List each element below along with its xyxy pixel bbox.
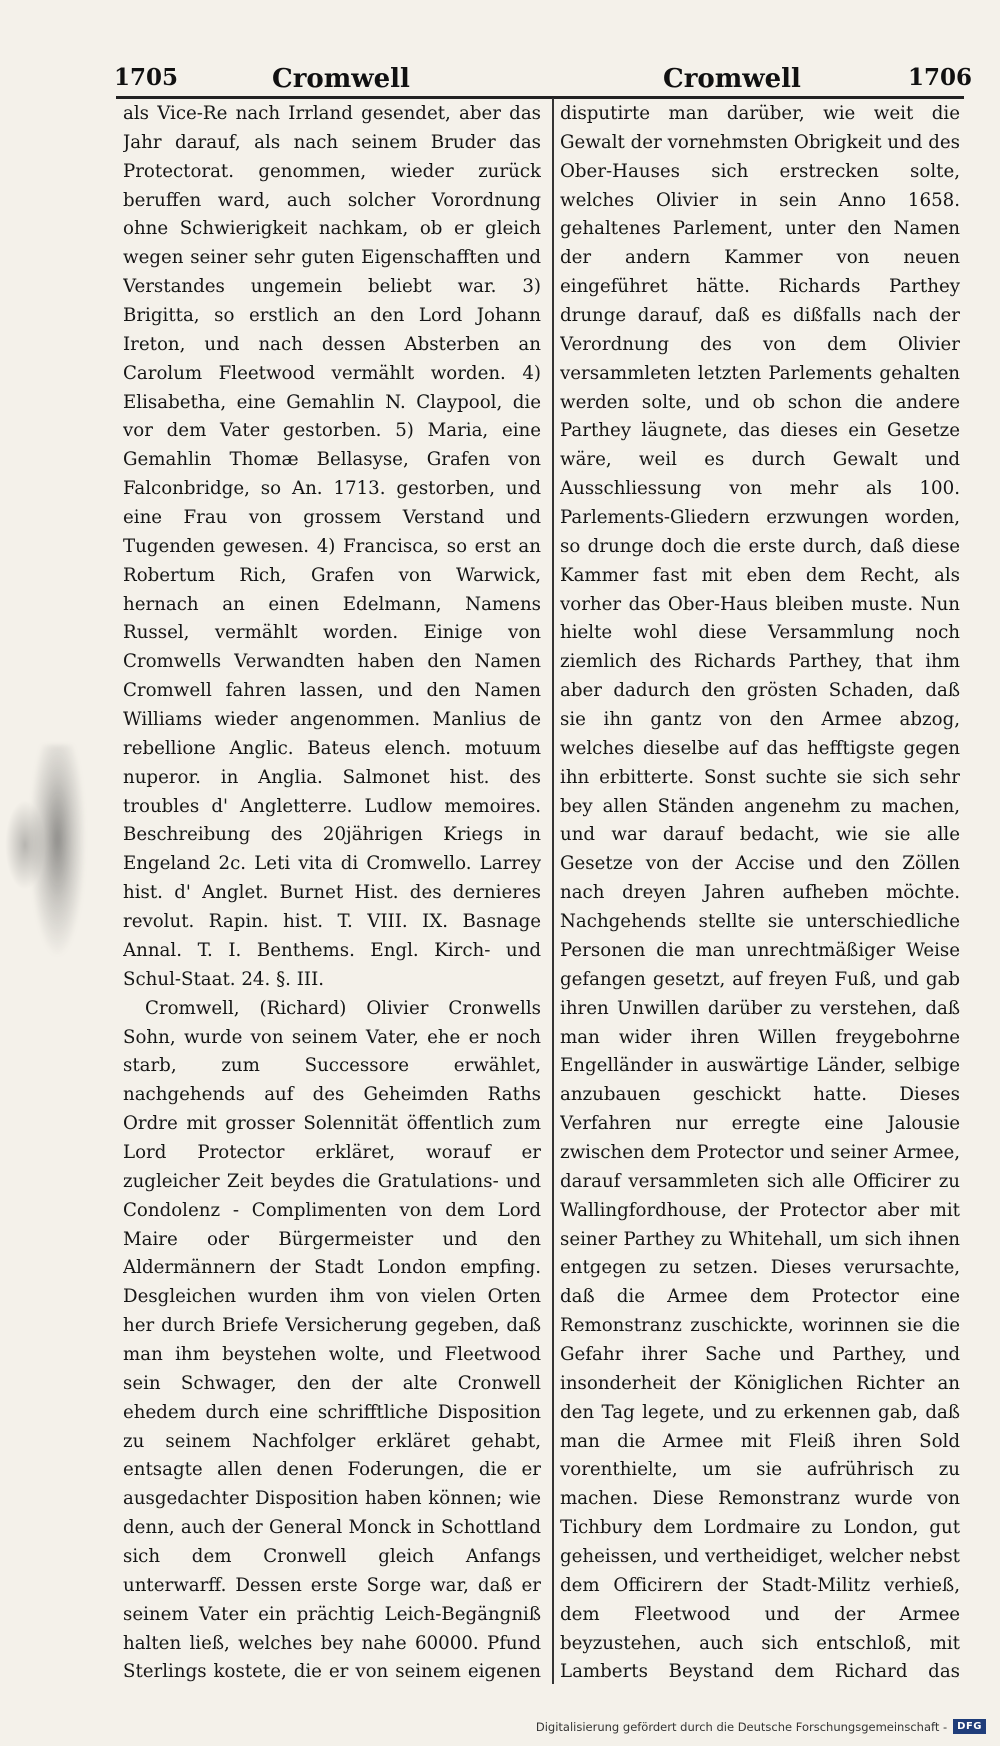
dfg-logo: DFG xyxy=(953,1719,986,1734)
right-column xyxy=(560,100,960,1690)
right-page-number: 1706 xyxy=(908,64,973,91)
footer-credit: Digitalisierung gefördert durch die Deutsche Forschungsgemeinschaft - xyxy=(535,1719,948,1734)
right-catchword: Cromwell xyxy=(663,64,801,94)
header-rule xyxy=(116,96,964,99)
column-divider xyxy=(552,98,554,1684)
left-paragraph-1: als Vice-Re nach Irrland gesendet, aber das Jahr darauf, als nach seinem Bruder das Protectorat. genommen, wieder zurück beruffen ward, auch solcher Vorordnung ohne Schwierigkeit nachkam, ob er gleich wegen seiner sehr guten Eigenschafften und Verstandes ungemein beliebt war. 3) Brigitta, so erstlich an den Lord Johann Ireton, und nach dessen Absterben an Carolum Fleetwood vermählt worden. 4) Elisabetha, eine Gemahlin N. Claypool, die vor dem Vater gestorben. 5) Maria, eine Gemahlin Thomæ Bellasyse, Grafen von Falconbridge, so An. 1713. gestorben, und eine Frau von grossem Verstand und Tugenden gewesen. 4) Francisca, so erst an Robertum Rich, Grafen von Warwick, hernach an einen Edelmann, Namens Russel, vermählt worden. Einige von Cromwells Verwandten haben den Namen Cromwell fahren lassen, und den Namen Williams wieder angenommen. Manlius de rebellione Anglic. Bateus elench. motuum nuperor. in Anglia. Salmonet hist. des troubles d' Angletterre. Ludlow memoires. Beschreibung des 20jährigen Kriegs in Engeland 2c. Leti vita di Cromwello. Larrey hist. d' Anglet. Burnet Hist. des dernieres revolut. Rapin. hist. T. VIII. IX. Basnage Annal. T. I. Benthems. Engl. Kirch- und Schul-Staat. 24. §. III. xyxy=(123,103,541,990)
ink-smudge-small xyxy=(5,800,45,890)
left-paragraph-2: Cromwell, (Richard) Olivier Cronwells Sohn, wurde von seinem Vater, ehe er noch starb, zum Successore erwählet, nachgehends auf des Geheimden Raths Ordre mit grosser Solennität öffentlich zum Lord Protector erkläret, worauf er zugleicher Zeit beydes die Gratulations- und Condolenz - Complimenten von dem Lord Maire oder Bürgermeister und den Aldermännern der Stadt London empfing. Desgleichen wurden ihm von vielen Orten her durch Briefe Versicherung gegeben, daß man ihm beystehen wolte, und Fleetwood sein Schwager, den der alte Cronwell ehedem durch eine schrifftliche Disposition zu seinem Nachfolger erkläret gehabt, entsagte allen denen Foderungen, die er ausgedachter Disposition haben können; wie denn, auch der General Monck in Schottland sich dem Cronwell gleich Anfangs unterwarff. Dessen erste Sorge war, daß er seinem Vater ein prächtig Leich-Begängniß halten ließ, welches bey nahe 60000. Pfund Sterlings kostete, die er von seinem eigenen xyxy=(123,997,541,1683)
digitization-footer xyxy=(536,1719,986,1734)
page-header xyxy=(0,0,1000,112)
left-column xyxy=(123,100,541,1690)
left-catchword: Cromwell xyxy=(272,64,410,94)
left-page-number: 1705 xyxy=(114,64,179,91)
right-paragraph-1: disputirte man darüber, wie weit die Gewalt der vornehmsten Obrigkeit und des Ober-Hauses sich erstrecken solte, welches Olivier in sein Anno 1658. gehaltenes Parlement, unter den Namen der andern Kammer von neuen eingeführet hätte. Richards Parthey drunge darauf, daß es dißfalls nach der Verordnung des von dem Olivier versammleten letzten Parlements gehalten werden solte, und ob schon die andere Parthey läugnete, das dieses ein Gesetze wäre, weil es durch Gewalt und Ausschliessung von mehr als 100. Parlements-Gliedern erzwungen worden, so drunge doch die erste durch, daß diese Kammer fast mit eben dem Recht, als vorher das Ober-Haus bleiben muste. Nun hielte wohl diese Versammlung noch ziemlich des Richards Parthey, that ihm aber dadurch den grösten Schaden, daß sie ihn gantz von den Armee abzog, welches dieselbe auf das hefftigste gegen ihn erbitterte. Sonst suchte sie sich sehr bey allen Ständen angenehm zu machen, und war darauf bedacht, wie sie alle Gesetze von der Accise und den Zöllen nach dreyen Jahren aufheben möchte. Nachgehends stellte sie unterschiedliche Personen die man unrechtmäßiger Weise gefangen gesetzt, auf freyen Fuß, und gab ihren Unwillen darüber zu verstehen, daß man wider ihren Willen freygebohrne Engelländer in auswärtige Länder, selbige anzubauen geschickt hatte. Dieses Verfahren nur erregte eine Jalousie zwischen dem Protector und seiner Armee, darauf versammleten sich alle Officirer zu Wallingfordhouse, der Protector aber mit seiner Parthey zu Whitehall, um sich ihnen entgegen zu setzen. Dieses verursachte, daß die Armee dem Protector eine Remonstranz zuschickte, worinnen sie die Gefahr ihrer Sache und Parthey, und insonderheit der Königlichen Richter an den Tag legete, und zu erkennen gab, daß man die Armee mit Fleiß ihren Sold vorenthielte, um sie aufrührisch zu machen. Diese Remonstranz wurde von Tichbury dem Lordmaire zu London, gut geheissen, und vertheidiget, welcher nebst dem Officirern der Stadt-Militz verhieß, dem Fleetwood und der Armee beyzustehen, auch sich entschloß, mit Lamberts Beystand dem Richard das xyxy=(560,103,960,1683)
